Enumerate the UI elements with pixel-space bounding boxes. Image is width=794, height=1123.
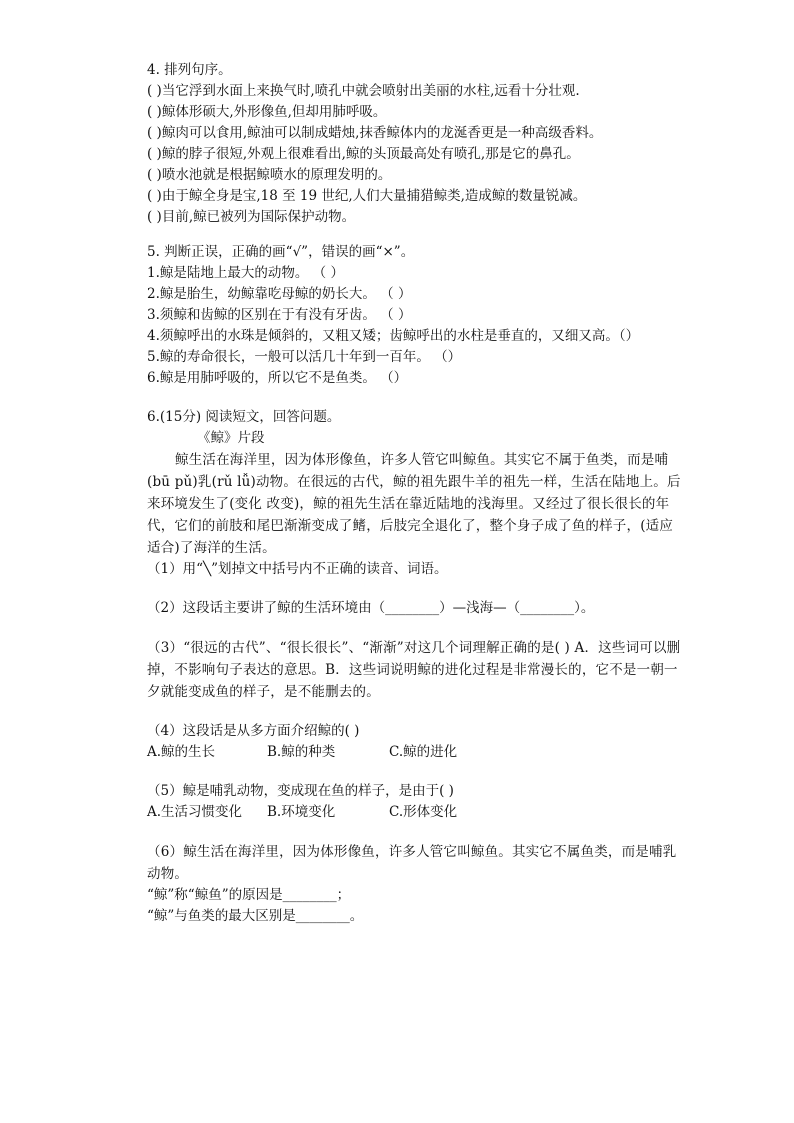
q6-title: 6.(15分) 阅读短文，回答问题。 <box>147 409 341 425</box>
q5-line-4: 4.须鲸呼出的水珠是倾斜的，又粗又矮；齿鲸呼出的水柱是垂直的，又细又高。（） <box>147 328 640 344</box>
sub4-option-b: B.鲸的种类 <box>267 744 336 760</box>
q4-line-7: ( )目前,鲸已被列为国际保护动物。 <box>147 209 356 225</box>
q6-sub4-options <box>147 742 687 763</box>
passage-text: 鲸生活在海洋里，因为体形像鱼，许多人管它叫鲸鱼。其实它不属于鱼类，而是哺(bū pǔ)乳(rǔ lǚ)动物。在很远的古代，鲸的祖先跟牛羊的祖先一样，生活在陆地上。后来环境发生了(变化 改变)，鲸的祖先生活在靠近陆地的浅海里。又经过了很长很长的年代，它们的前肢和尾巴渐渐变成了鳍，后肢完全退化了，整个身子成了鱼的样子，(适应 适合)了海洋的生活。 <box>147 452 681 556</box>
sub4-option-c: C.鲸的进化 <box>389 744 458 760</box>
sub4-option-a: A.鲸的生长 <box>147 744 216 760</box>
passage-title: 《鲸》片段 <box>197 430 265 446</box>
q4-line-1: ( )当它浮到水面上来换气时,喷孔中就会喷射出美丽的水柱,远看十分壮观. <box>147 83 580 99</box>
q4-title: 4. 排列句序。 <box>147 62 232 78</box>
q6-sub6-a: “鲸”称“鲸鱼”的原因是________； <box>147 887 351 903</box>
q4-line-3: ( )鲸肉可以食用,鲸油可以制成蜡烛,抹香鲸体内的龙涎香更是一种高级香料。 <box>147 125 603 141</box>
q5-line-5: 5.鲸的寿命很长，一般可以活几十年到一百年。 （） <box>147 349 462 365</box>
q6-sub2: （2）这段话主要讲了鲸的生活环境由（________）—浅海—（________）。 <box>147 600 595 616</box>
q4-line-4: ( )鲸的脖子很短,外观上很难看出,鲸的头顶最高处有喷孔,那是它的鼻孔。 <box>147 146 580 162</box>
q5-line-2: 2.鲸是胎生，幼鲸靠吃母鲸的奶长大。 （ ） <box>147 286 412 302</box>
q5-line-6: 6.鲸是用肺呼吸的，所以它不是鱼类。 （） <box>147 370 408 386</box>
q5-title: 5. 判断正误，正确的画“√”，错误的画“×”。 <box>147 244 415 260</box>
sub5-option-c: C.形体变化 <box>389 804 458 820</box>
q6-sub5: （5）鲸是哺乳动物，变成现在鱼的样子，是由于( ) <box>147 783 454 799</box>
q4-line-2: ( )鲸体形硕大,外形像鱼,但却用肺呼吸。 <box>147 104 387 120</box>
q5-line-1: 1.鲸是陆地上最大的动物。 （ ） <box>147 265 344 281</box>
worksheet-page <box>147 60 687 927</box>
q6-sub1: （1）用“╲”划掉文中括号内不正确的读音、词语。 <box>147 561 448 577</box>
sub5-option-a: A.生活习惯变化 <box>147 804 243 820</box>
q6-sub6: （6）鲸生活在海洋里，因为体形像鱼，许多人管它叫鲸鱼。其实它不属鱼类，而是哺乳动物。 <box>147 844 677 882</box>
q5-line-3: 3.须鲸和齿鲸的区别在于有没有牙齿。 （ ） <box>147 307 412 323</box>
q6-sub5-options <box>147 802 687 823</box>
q6-sub6-b: “鲸”与鱼类的最大区别是________。 <box>147 908 364 924</box>
q6-sub4: （4）这段话是从多方面介绍鲸的( ) <box>147 723 360 739</box>
q4-line-6: ( )由于鲸全身是宝,18 至 19 世纪,人们大量捕猎鲸类,造成鲸的数量锐减。 <box>147 188 587 204</box>
q6-sub3: （3）“很远的古代”、“很长很长”、“渐渐”对这几个词理解正确的是( ) A．这些词可以删掉，不影响句子表达的意思。B．这些词说明鲸的进化过程是非常漫长的，它不是一朝一夕就能变成鱼的样子，是不能删去的。 <box>147 640 681 700</box>
sub5-option-b: B.环境变化 <box>267 804 336 820</box>
q4-line-5: ( )喷水池就是根据鲸喷水的原理发明的。 <box>147 167 392 183</box>
